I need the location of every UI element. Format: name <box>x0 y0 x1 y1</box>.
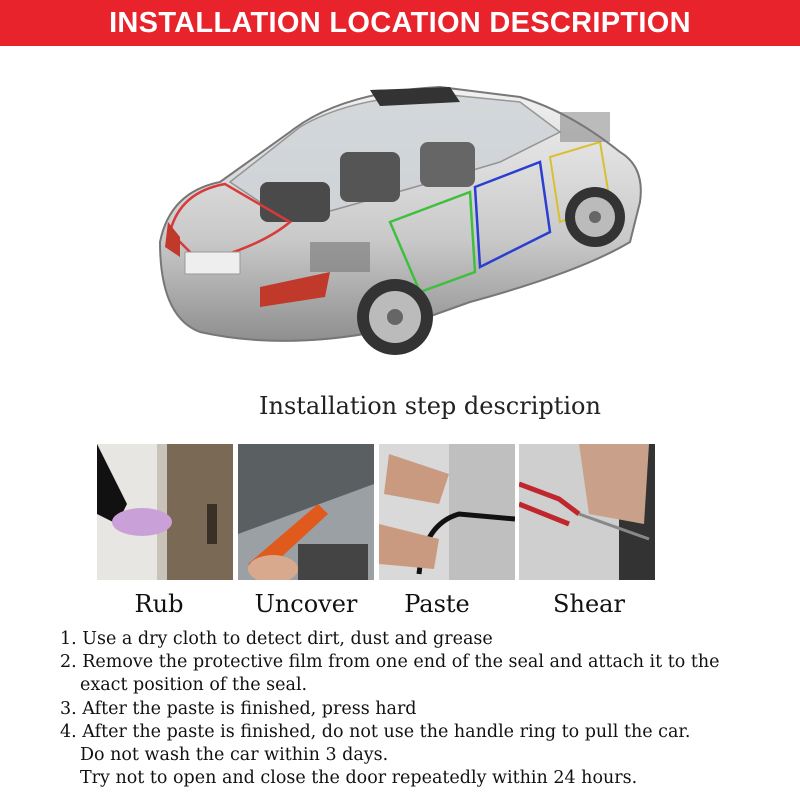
rub-photo <box>97 444 233 580</box>
instruction-line: exact position of the seal. <box>80 675 308 696</box>
instruction-line: 3. After the paste is finished, press hard <box>60 698 417 719</box>
uncover-photo <box>238 444 374 580</box>
step-label-shear: Shear <box>553 590 625 618</box>
instruction-line: 1. Use a dry cloth to detect dirt, dust and grease <box>60 629 493 649</box>
step-label-uncover: Uncover <box>254 590 358 618</box>
instruction-line: 2. Remove the protective film from one end of the seal and attach it to the <box>60 652 720 673</box>
header-banner <box>0 0 800 46</box>
section-title: Installation step description <box>259 392 601 420</box>
instruction-line: Do not wash the car within 3 days. <box>80 745 389 766</box>
step-label-paste: Paste <box>404 590 470 618</box>
instructions-list <box>60 628 790 790</box>
car-illustration <box>140 72 660 372</box>
page-title: INSTALLATION LOCATION DESCRIPTION <box>109 6 691 39</box>
instruction-line: 4. After the paste is finished, do not use the handle ring to pull the car. <box>60 721 691 742</box>
paste-photo <box>379 444 515 580</box>
instruction-line: Try not to open and close the door repeatedly within 24 hours. <box>80 768 638 789</box>
shear-photo <box>519 444 655 580</box>
step-label-rub: Rub <box>134 590 184 618</box>
